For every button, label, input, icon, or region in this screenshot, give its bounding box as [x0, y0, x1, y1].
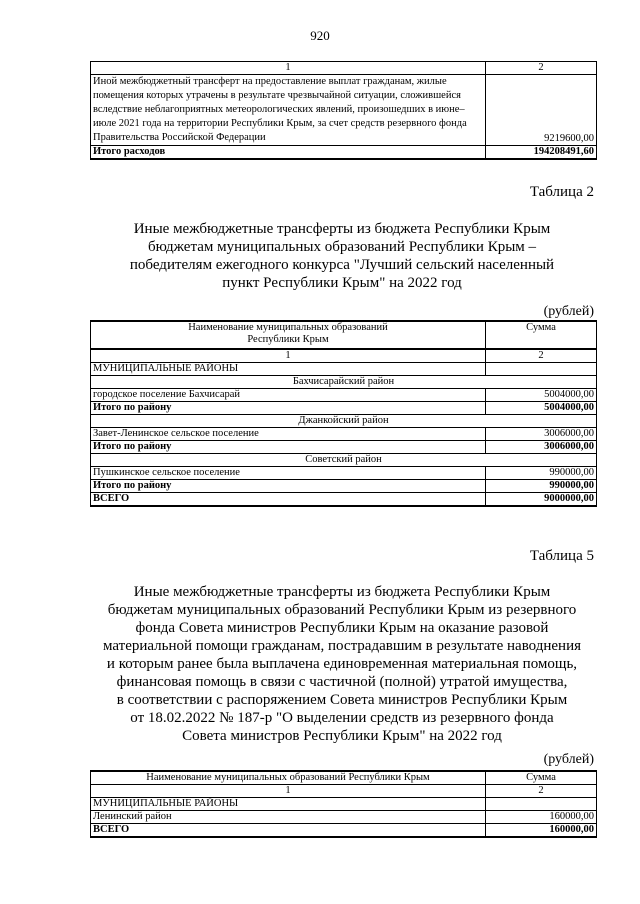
row-name: Иной межбюджетный трансферт на предоставление выплат гражданам, жилые помещения которых утрачены в результате чрезвычайной ситуации, сложившейся вследствие неблагоприятных метеорологических явлений, произошедших в июне–июле 2021 года на территории Республики Крым, за счет средств резервного фонда Правительства Российской Федерации [91, 75, 486, 146]
table2-title [90, 220, 594, 292]
table5-header-row [91, 771, 597, 785]
grand-total-label: ВСЕГО [91, 493, 486, 507]
settlement-name: городское поселение Бахчисарай [91, 389, 486, 402]
table5-title-line: Совета министров Республики Крым" на 2022 год [182, 728, 502, 744]
district-total-row [91, 480, 597, 493]
col1-header: 1 [91, 349, 486, 363]
district-total-row [91, 402, 597, 415]
table2-name-header [91, 321, 486, 349]
row-sum: 9219600,00 [486, 75, 597, 146]
table5-name-header: Наименование муниципальных образований Республики Крым [91, 771, 486, 785]
table2-sum-header: Сумма [486, 321, 597, 349]
total-row [91, 146, 597, 160]
top-table [90, 61, 597, 160]
table2-title-line: победителям ежегодного конкурса "Лучший сельский населенный [129, 257, 555, 273]
grand-total-label: ВСЕГО [91, 824, 486, 838]
settlement-name: Завет-Ленинское сельское поселение [91, 428, 486, 441]
settlement-sum: 3006000,00 [486, 428, 597, 441]
table2-title-line: пункт Республики Крым" на 2022 год [222, 275, 462, 291]
section-row [91, 363, 597, 376]
table-row [91, 467, 597, 480]
settlement-sum: 990000,00 [486, 467, 597, 480]
section-label: МУНИЦИПАЛЬНЫЕ РАЙОНЫ [91, 798, 486, 811]
table5-title-line: финансовая помощь в связи с частичной (полной) утратой имущества, [116, 674, 568, 690]
district-total-row [91, 441, 597, 454]
district-total-sum: 3006000,00 [486, 441, 597, 454]
table5-title-line: и которым ранее была выплачена единовременная материальная помощь, [106, 656, 578, 672]
col2-header: 2 [486, 62, 597, 75]
table5-title-line: Иные межбюджетные трансферты из бюджета Республики Крым [133, 584, 551, 600]
row-sum: 160000,00 [486, 811, 597, 824]
table2-title-line: Иные межбюджетные трансферты из бюджета Республики Крым [133, 221, 551, 237]
district-row [91, 376, 597, 389]
col1-header: 1 [91, 62, 486, 75]
district-total-label: Итого по району [91, 402, 486, 415]
district-total-sum: 5004000,00 [486, 402, 597, 415]
table5-title-line: бюджетам муниципальных образований Республики Крым из резервного [107, 602, 577, 618]
table2-units: (рублей) [543, 304, 594, 319]
table-row [91, 428, 597, 441]
total-sum: 194208491,60 [486, 146, 597, 160]
table2-header-row [91, 321, 597, 349]
table5-title-line: фонда Совета министров Республики Крым на оказание разовой [135, 620, 549, 636]
table5-units: (рублей) [543, 752, 594, 767]
grand-total-sum: 9000000,00 [486, 493, 597, 507]
col2-header: 2 [486, 785, 597, 798]
total-label: Итого расходов [91, 146, 486, 160]
table2-colnum-row [91, 349, 597, 363]
table5-title-line: материальной помощи гражданам, пострадавшим в результате наводнения [102, 638, 582, 654]
table-row [91, 389, 597, 402]
table2-label: Таблица 2 [529, 184, 594, 200]
district-name: Джанкойский район [91, 415, 597, 428]
col1-header: 1 [91, 785, 486, 798]
table5-title-line: от 18.02.2022 № 187-р "О выделении средств из резервного фонда [130, 710, 554, 726]
grand-total-row [91, 824, 597, 838]
page-number: 920 [310, 28, 330, 43]
table5-title-line: в соответствии с распоряжением Совета министров Республики Крым [116, 692, 568, 708]
row-name: Ленинский район [91, 811, 486, 824]
settlement-name: Пушкинское сельское поселение [91, 467, 486, 480]
table2-name-header-line1: Наименование муниципальных образований [188, 322, 388, 333]
settlement-sum: 5004000,00 [486, 389, 597, 402]
district-row [91, 454, 597, 467]
table2-name-header-line2: Республики Крым [247, 334, 329, 345]
district-total-label: Итого по району [91, 441, 486, 454]
grand-total-sum: 160000,00 [486, 824, 597, 838]
table2 [90, 320, 597, 507]
top-table-header-row [91, 62, 597, 75]
section-label: МУНИЦИПАЛЬНЫЕ РАЙОНЫ [91, 363, 486, 376]
section-row [91, 798, 597, 811]
district-total-label: Итого по району [91, 480, 486, 493]
grand-total-row [91, 493, 597, 507]
district-row [91, 415, 597, 428]
table2-title-line: бюджетам муниципальных образований Республики Крым – [147, 239, 537, 255]
table5-title [90, 583, 594, 745]
table5-label: Таблица 5 [529, 548, 594, 564]
district-name: Бахчисарайский район [91, 376, 597, 389]
table5 [90, 770, 597, 838]
table5-sum-header: Сумма [486, 771, 597, 785]
col2-header: 2 [486, 349, 597, 363]
district-name: Советский район [91, 454, 597, 467]
table5-colnum-row [91, 785, 597, 798]
table-row [91, 75, 597, 146]
table-row [91, 811, 597, 824]
district-total-sum: 990000,00 [486, 480, 597, 493]
